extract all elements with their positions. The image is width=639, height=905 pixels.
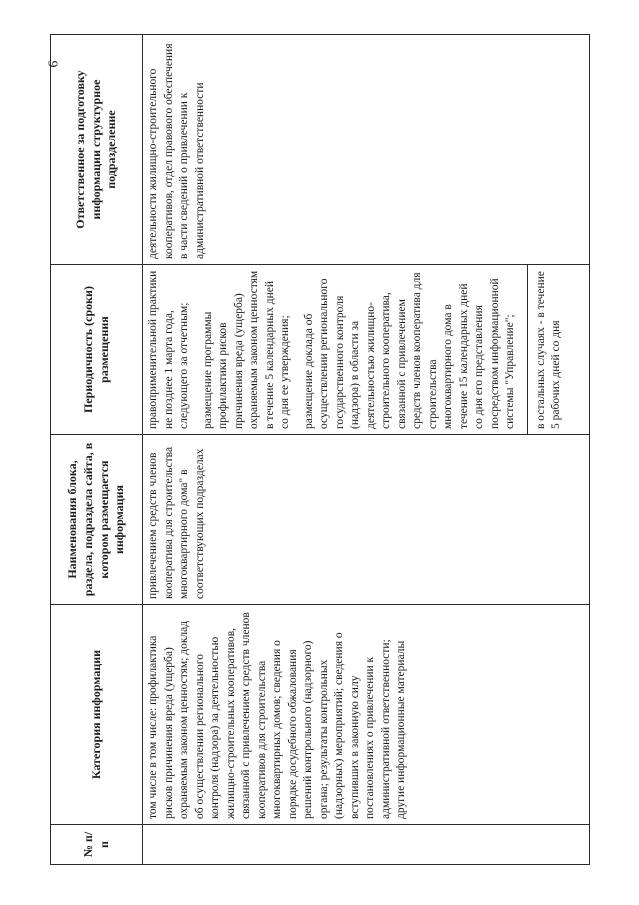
- period-segment-3: размещение доклада об осуществлении регионального государственного контроля (надзора) в области за деятельностью жилищно-строительного кооператива, связанной с привлечением средств членов кооператива для строительства многоквартирного дома в течение 15 календарных дней со дня его представления посредством информационной системы "Управление";: [302, 272, 517, 429]
- header-category: Категория информации: [51, 605, 143, 825]
- page-number: 9: [44, 60, 60, 68]
- cell-period: [143, 265, 590, 435]
- period-segment-4: в остальных случаях - в течение 5 рабочих дней со дня: [534, 271, 563, 429]
- period-segment-2: размещение программы профилактики рисков причинения вреда (ущерба) охраняемым законом ценностям в течение 5 календарных дней со дня ее утверждения;: [201, 270, 292, 429]
- information-table: [50, 34, 590, 865]
- period-divider: [527, 265, 528, 434]
- cell-num: [143, 825, 590, 865]
- table-header-row: [51, 35, 143, 865]
- cell-category: том числе в том числе: профилактика рисков причинения вреда (ущерба) охраняемым законом ценностям; доклад об осуществлении регионального контроля (надзора) за деятельностью жилищно-строительных кооперативов, связанной с привлечением средств членов кооперативов для строительства многоквартирных домов; сведения о порядке досудебного обжалования решений контрольного (надзорного) органа; результаты контрольных (надзорных) мероприятий; сведения о вступивших в законную силу постановлениях о привлечении к административной ответственности; другие информационные материалы: [143, 605, 590, 825]
- cell-responsible: деятельности жилищно-строительного кооперативов, отдел правового обеспечения в части сведений о привлечении к административной ответственности: [143, 35, 590, 265]
- table-row: [143, 35, 590, 865]
- header-num: № п/п: [51, 825, 143, 865]
- header-responsible: Ответственное за подготовку информации структурное подразделение: [51, 35, 143, 265]
- period-segment-1: правоприменительной практики не позднее 1 марта года, следующего за отчетным;: [147, 270, 191, 429]
- cell-block: привлечением средств членов кооператива для строительства многоквартирного дома" в соответствующих подразделах: [143, 435, 590, 605]
- header-block: Наименования блока, раздела, подраздела сайта, в котором размещается информация: [51, 435, 143, 605]
- rotated-page-content: [50, 35, 590, 865]
- header-period: Периодичность (сроки) размещения: [51, 265, 143, 435]
